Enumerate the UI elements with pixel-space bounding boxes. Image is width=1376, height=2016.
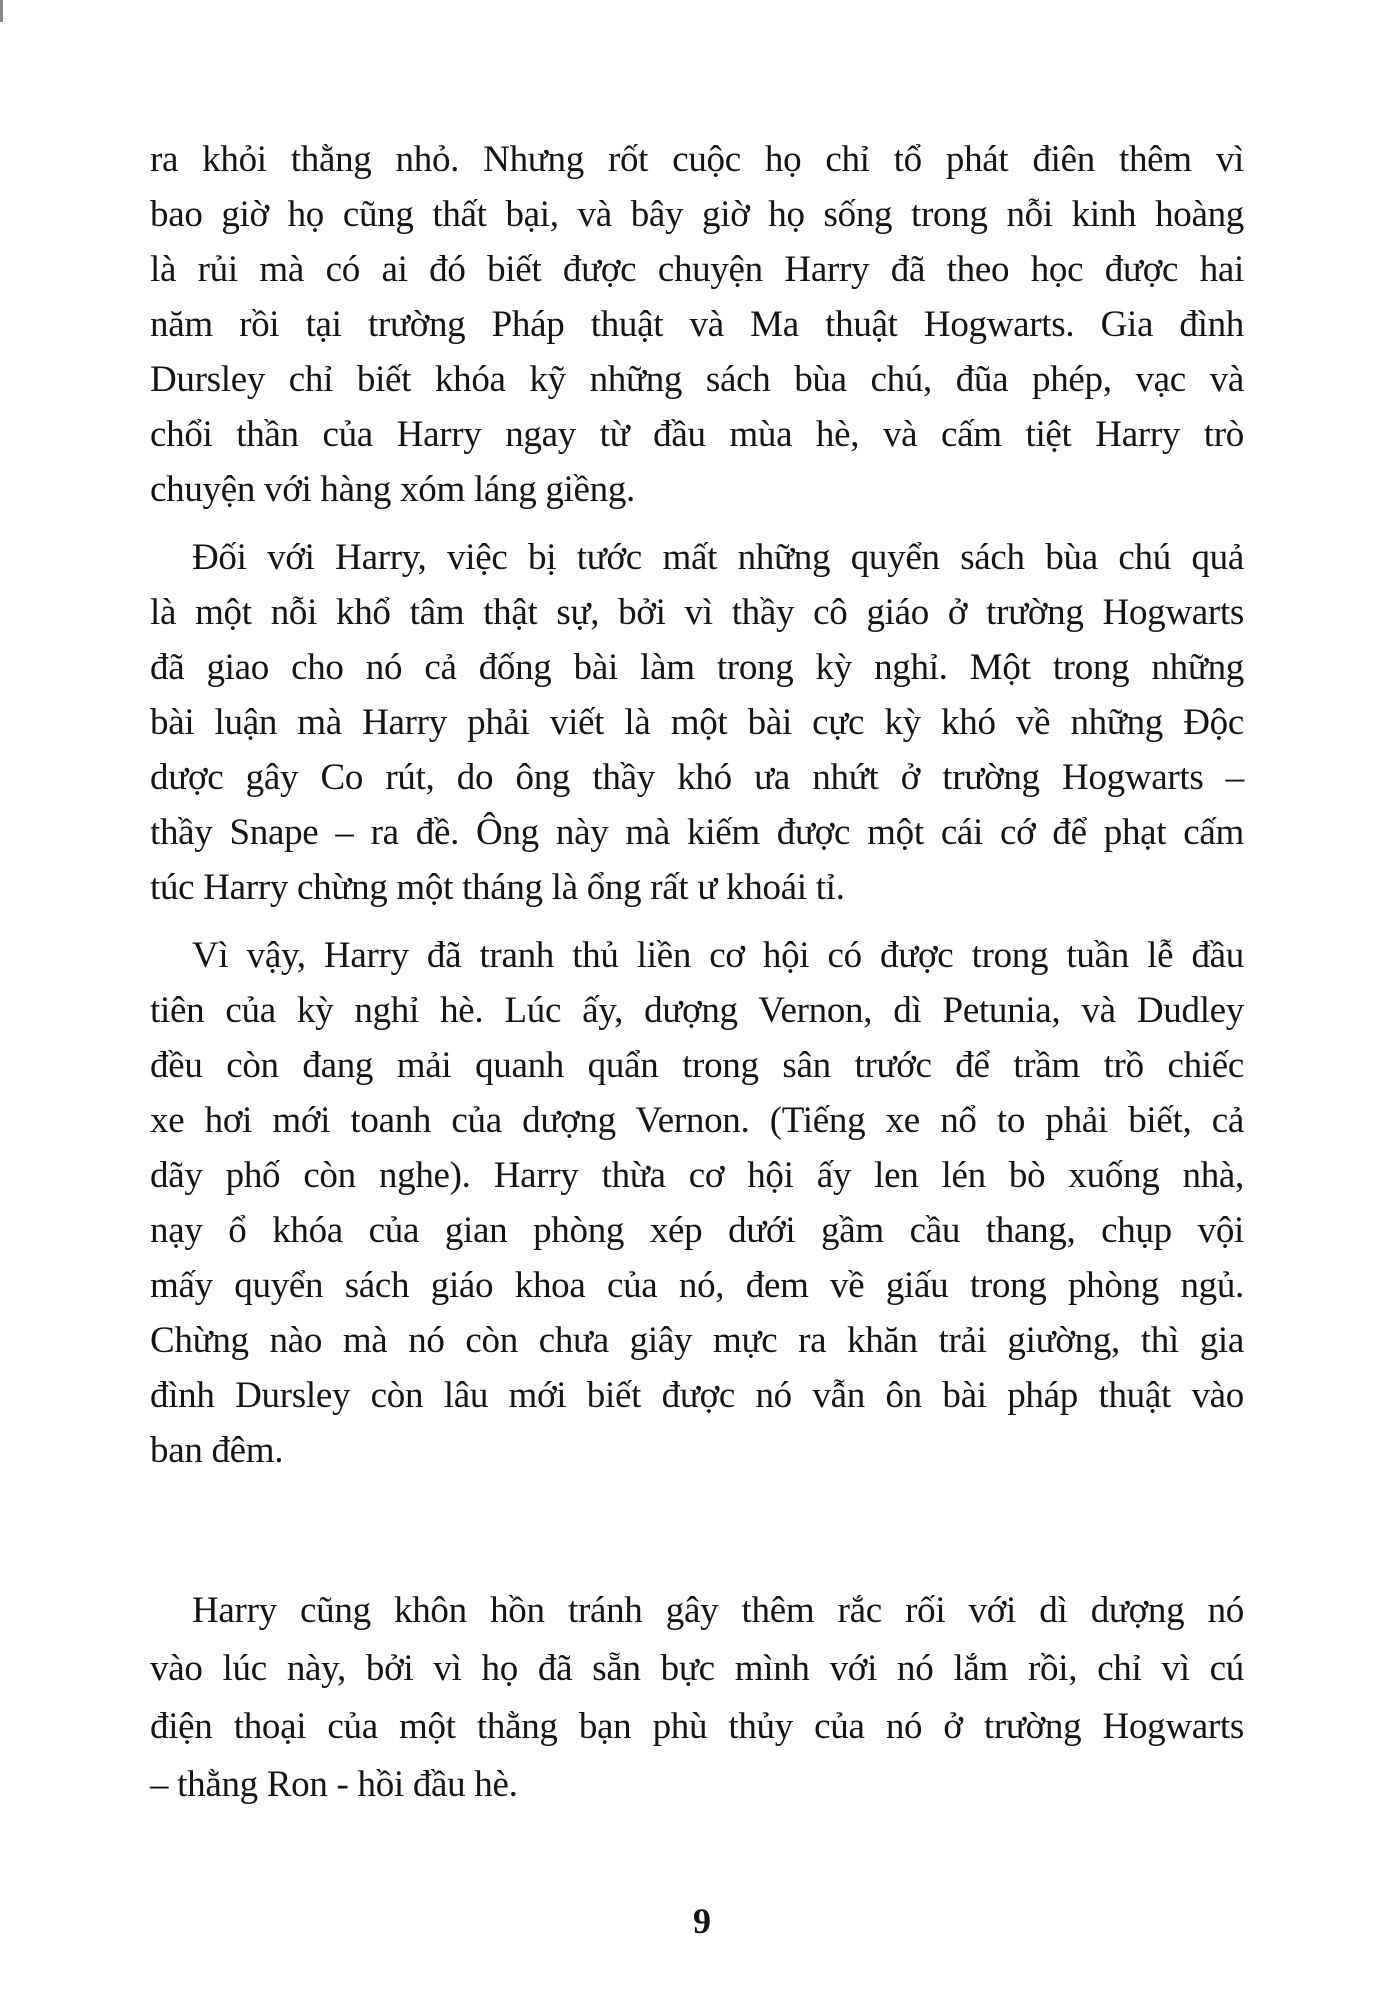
text-line: bài luận mà Harry phải viết là một bài cực kỳ khó về những Độc [150,702,1244,743]
text-line: dược gây Co rút, do ông thầy khó ưa nhứt ở trường Hogwarts – [150,757,1244,798]
text-line: tiên của kỳ nghỉ hè. Lúc ấy, dượng Vernon, dì Petunia, và Dudley [150,990,1244,1031]
paragraph [150,530,1244,915]
text-line: năm rồi tại trường Pháp thuật và Ma thuật Hogwarts. Gia đình [150,304,1244,345]
text-line: chuyện với hàng xóm láng giềng. [150,469,635,510]
book-page-text [150,132,1244,1814]
text-line: là một nỗi khổ tâm thật sự, bởi vì thầy cô giáo ở trường Hogwarts [150,592,1244,633]
text-line: điện thoại của một thằng bạn phù thủy của nó ở trường Hogwarts [150,1706,1244,1747]
text-line: ban đêm. [150,1430,284,1471]
paragraph [150,1582,1244,1814]
page-corner-mark [0,0,3,22]
page-number: 9 [693,1901,711,1941]
text-line: đã giao cho nó cả đống bài làm trong kỳ nghỉ. Một trong những [150,647,1244,688]
text-line: dãy phố còn nghe). Harry thừa cơ hội ấy len lén bò xuống nhà, [150,1155,1244,1196]
text-line: – thằng Ron - hồi đầu hè. [150,1764,518,1805]
paragraph [150,132,1244,517]
text-line: mấy quyển sách giáo khoa của nó, đem về giấu trong phòng ngủ. [150,1265,1244,1306]
paragraph [150,928,1244,1478]
text-line: là rủi mà có ai đó biết được chuyện Harry đã theo học được hai [150,249,1244,290]
text-line: Harry cũng khôn hồn tránh gây thêm rắc rối với dì dượng nó [192,1590,1244,1631]
text-line: bao giờ họ cũng thất bại, và bây giờ họ sống trong nỗi kinh hoàng [150,194,1244,235]
text-line: Đối với Harry, việc bị tước mất những quyển sách bùa chú quả [192,537,1244,578]
text-line: đều còn đang mải quanh quẩn trong sân trước để trầm trồ chiếc [150,1045,1244,1086]
text-line: xe hơi mới toanh của dượng Vernon. (Tiếng xe nổ to phải biết, cả [150,1100,1244,1141]
text-line: Dursley chỉ biết khóa kỹ những sách bùa chú, đũa phép, vạc và [150,359,1244,400]
text-line: chổi thần của Harry ngay từ đầu mùa hè, và cấm tiệt Harry trò [150,414,1244,455]
text-line: nạy ổ khóa của gian phòng xép dưới gầm cầu thang, chụp vội [150,1210,1244,1251]
text-line: ra khỏi thằng nhỏ. Nhưng rốt cuộc họ chỉ tổ phát điên thêm vì [150,139,1244,180]
text-line: túc Harry chừng một tháng là ổng rất ư khoái tỉ. [150,867,845,908]
text-line: đình Dursley còn lâu mới biết được nó vẫn ôn bài pháp thuật vào [150,1375,1244,1416]
text-line: thầy Snape – ra đề. Ông này mà kiếm được một cái cớ để phạt cấm [150,812,1244,853]
text-line: vào lúc này, bởi vì họ đã sẵn bực mình với nó lắm rồi, chỉ vì cú [150,1648,1244,1689]
text-line: Vì vậy, Harry đã tranh thủ liền cơ hội có được trong tuần lễ đầu [192,935,1244,976]
text-line: Chừng nào mà nó còn chưa giây mực ra khăn trải giường, thì gia [150,1320,1244,1361]
